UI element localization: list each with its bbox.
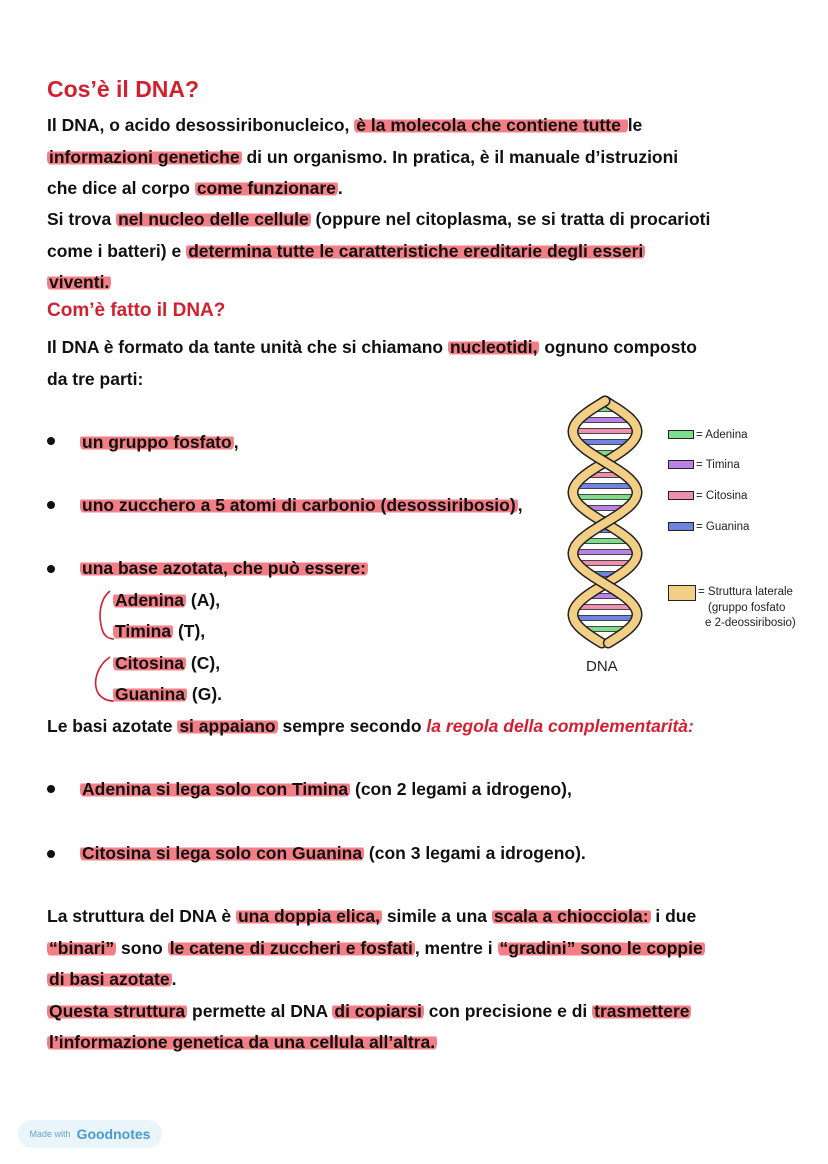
- legend-text: = Struttura laterale: [698, 586, 793, 598]
- paragraph-line: [47, 1031, 437, 1053]
- highlight: l’informazione genetica da una cellula all’altra.: [49, 1032, 436, 1052]
- highlight: uno zucchero a 5 atomi di carbonio (desossiribosio): [82, 495, 516, 515]
- paragraph-line: [47, 715, 694, 737]
- legend-text: = Guanina: [696, 521, 750, 533]
- text: Il DNA, o acido desossiribonucleico,: [47, 115, 355, 135]
- text: (T),: [173, 621, 206, 641]
- text: .: [171, 969, 177, 989]
- text: (con 2 legami a idrogeno),: [350, 779, 572, 799]
- text: con precisione e di: [423, 1001, 593, 1021]
- paragraph-line: [47, 114, 642, 136]
- swatch: [668, 430, 694, 439]
- highlight: nucleotidi,: [449, 337, 538, 357]
- paragraph-line: [47, 905, 696, 927]
- legend-text: (gruppo fosfato: [708, 602, 786, 614]
- paragraph-line: [47, 368, 143, 390]
- text: ,: [233, 432, 239, 452]
- swatch: [668, 491, 694, 500]
- base-pair-rung: [573, 550, 637, 555]
- paragraph-line: [47, 937, 705, 959]
- text: simile a una: [381, 906, 492, 926]
- highlight: “binari”: [49, 938, 115, 958]
- highlight: nel nucleo delle cellule: [118, 209, 309, 229]
- highlight: Adenina: [115, 590, 185, 610]
- base-timina: [113, 620, 205, 642]
- text: .: [337, 178, 343, 198]
- text: ognuno composto: [539, 337, 697, 357]
- legend-text: = Adenina: [696, 429, 748, 441]
- paragraph-line: [47, 968, 176, 990]
- text: sempre secondo: [277, 716, 427, 736]
- legend-timina: [668, 459, 740, 471]
- bullet-dot: [47, 501, 55, 509]
- paragraph-line: [47, 146, 678, 168]
- highlight: Questa struttura: [49, 1001, 186, 1021]
- paragraph-line: [47, 240, 645, 262]
- list-item: [80, 494, 523, 516]
- dna-label: DNA: [586, 658, 618, 675]
- highlight: una base azotata, che può essere:: [82, 558, 366, 578]
- goodnotes-badge: [18, 1120, 162, 1148]
- text: i due: [650, 906, 697, 926]
- text: che dice al corpo: [47, 178, 195, 198]
- highlight: Timina: [115, 621, 172, 641]
- paragraph-line: [47, 336, 697, 358]
- highlight: Adenina si lega solo con Timina: [82, 779, 349, 799]
- highlight: determina tutte le caratteristiche ereditarie degli esseri: [188, 241, 644, 261]
- highlight: Citosina: [115, 653, 185, 673]
- highlight: informazioni genetiche: [49, 147, 240, 167]
- text: di un organismo. In pratica, è il manuale d’istruzioni: [241, 147, 679, 167]
- italic-rule: la regola della complementarità:: [426, 716, 694, 736]
- bullet-dot: [47, 437, 55, 445]
- legend-text: e 2-deossiribosio): [705, 617, 796, 629]
- swatch: [668, 460, 694, 469]
- list-item: [80, 431, 239, 453]
- highlight: Guanina: [115, 684, 186, 704]
- base-citosina: [113, 652, 220, 674]
- bullet-dot: [47, 565, 55, 573]
- swatch: [668, 585, 696, 601]
- list-item: [80, 842, 586, 864]
- section-title-what-is-dna: Cos’è il DNA?: [47, 76, 200, 102]
- highlight: di copiarsi: [334, 1001, 422, 1021]
- text: ,: [517, 495, 523, 515]
- legend-text: = Timina: [696, 459, 740, 471]
- highlight: scala a chiocciola:: [493, 906, 649, 926]
- paragraph-line: [47, 1000, 691, 1022]
- highlight: le catene di zuccheri e fosfati: [169, 938, 413, 958]
- text: (C),: [186, 653, 221, 673]
- swatch: [668, 522, 694, 531]
- legend-citosina: [668, 490, 747, 502]
- text: le: [627, 115, 643, 135]
- paragraph-line: [47, 271, 111, 293]
- highlight: un gruppo fosfato: [82, 432, 232, 452]
- paragraph-line: [47, 177, 343, 199]
- text: (con 3 legami a idrogeno).: [364, 843, 586, 863]
- base-adenina: [113, 589, 220, 611]
- text: sono: [116, 938, 168, 958]
- list-item: [80, 557, 368, 579]
- base-guanina: [113, 683, 222, 705]
- base-pair-rung: [575, 484, 635, 489]
- badge-small-text: Made with: [29, 1129, 71, 1139]
- highlight: trasmettere: [594, 1001, 690, 1021]
- highlight: come funzionare: [196, 178, 336, 198]
- text: Il DNA è formato da tante unità che si chiamano: [47, 337, 448, 357]
- text: come i batteri) e: [47, 241, 187, 261]
- base-pair-rung: [573, 429, 637, 434]
- text: permette al DNA: [187, 1001, 333, 1021]
- legend-text: = Citosina: [696, 490, 748, 502]
- text: (oppure nel citoplasma, se si tratta di procarioti: [310, 209, 711, 229]
- legend-adenina: [668, 429, 747, 441]
- highlight: una doppia elica,: [237, 906, 380, 926]
- text: (A),: [186, 590, 221, 610]
- highlight: si appaiano: [179, 716, 276, 736]
- highlight: di basi azotate: [49, 969, 170, 989]
- text: Le basi azotate: [47, 716, 178, 736]
- base-pair-rung: [575, 605, 634, 610]
- list-item: [80, 778, 572, 800]
- bullet-dot: [47, 850, 55, 858]
- dna-helix-illustration: [560, 395, 650, 650]
- legend-guanina: [668, 521, 749, 533]
- section-title-dna-structure: Com’è fatto il DNA?: [47, 300, 226, 321]
- base-pair-rung: [574, 616, 637, 621]
- highlight: Citosina si lega solo con Guanina: [82, 843, 363, 863]
- text: La struttura del DNA è: [47, 906, 236, 926]
- highlight: è la molecola che contiene tutte: [356, 115, 626, 135]
- paragraph-line: [47, 208, 710, 230]
- base-pair-rung: [574, 495, 636, 500]
- text: da tre parti:: [47, 369, 144, 389]
- highlight: “gradini” sono le coppie: [499, 938, 703, 958]
- badge-brand-text: Goodnotes: [76, 1126, 151, 1142]
- bullet-dot: [47, 785, 55, 793]
- text: , mentre i: [414, 938, 498, 958]
- highlight: viventi.: [49, 272, 110, 292]
- text: Si trova: [47, 209, 117, 229]
- legend-backbone: [668, 585, 796, 631]
- text: (G).: [187, 684, 223, 704]
